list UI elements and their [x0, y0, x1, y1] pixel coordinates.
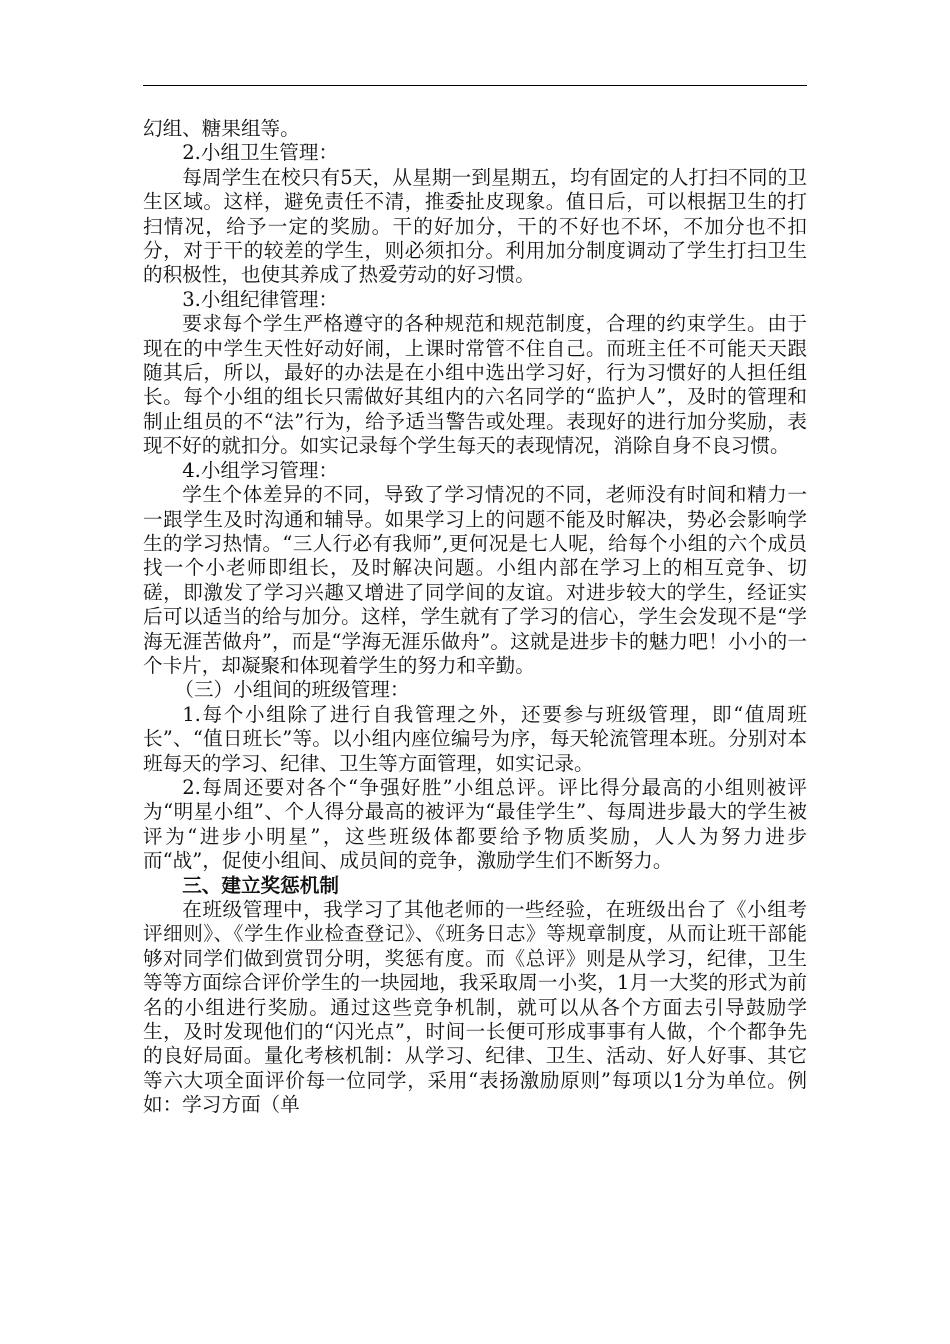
paragraph: 1.每个小组除了进行自我管理之外，还要参与班级管理，即“值周班长”、“值日班长”等。以小组内座位编号为序，每天轮流管理本班。分别对本班每天的学习、纪律、卫生等方面管理，如实记录。: [143, 702, 807, 775]
section-heading: 三、建立奖惩机制: [182, 873, 339, 897]
paragraph: 幻组、糖果组等。: [143, 117, 300, 140]
section-subheading: 3.小组纪律管理：: [182, 287, 339, 311]
paragraph: 要求每个学生严格遵守的各种规范和规范制度，合理的约束学生。由于现在的中学生天性好动好闹，上课时常管不住自己。而班主任不可能天天跟随其后，所以，最好的办法是在小组中选出学习好，行为习惯好的人担任组长。每个小组的组长只需做好其组内的六名同学的“监护人”，及时的管理和制止组员的不“法”行为，给予适当警告或处理。表现好的进行加分奖励，表现不好的就扣分。如实记录每个学生每天的表现情况，消除自身不良习惯。: [143, 312, 807, 458]
section-subheading: 2.小组卫生管理：: [182, 141, 339, 165]
paragraph: 在班级管理中，我学习了其他老师的一些经验，在班级出台了《小组考评细则》、《学生作业检查登记》、《班务日志》等规章制度，从而让班干部能够对同学们做到赏罚分明，奖惩有度。而《总评》则是从学习，纪律，卫生等等方面综合评价学生的一块园地，我采取周一小奖，1月一大奖的形式为前名的小组进行奖励。通过这些竞争机制，就可以从各个方面去引导鼓励学生，及时发现他们的“闪光点”，时间一长便可形成事事有人做，个个都争先的良好局面。量化考核机制：从学习、纪律、卫生、活动、好人好事、其它等六大项全面评价每一位同学，采用“表扬激励原则”每项以1分为单位。例如：学习方面（单: [143, 898, 807, 1117]
document-body: [143, 117, 807, 1118]
section-subheading: （三）小组间的班级管理：: [174, 678, 410, 702]
header-rule: [143, 85, 807, 86]
paragraph: 每周学生在校只有5天，从星期一到星期五，均有固定的人打扫不同的卫生区域。这样，避免责任不清，推委扯皮现象。值日后，可以根据卫生的打扫情况，给予一定的奖励。干的好加分，干的不好也不坏，不加分也不扣分，对于干的较差的学生，则必须扣分。利用加分制度调动了学生打扫卫生的积极性，也使其养成了热爱劳动的好习惯。: [143, 165, 807, 287]
paragraph: 学生个体差异的不同，导致了学习情况的不同，老师没有时间和精力一一跟学生及时沟通和辅导。如果学习上的问题不能及时解决，势必会影响学生的学习热情。“三人行必有我师”,更何况是七人呢，给每个小组的六个成员找一个小老师即组长，及时解决问题。小组内部在学习上的相互竞争、切磋，即激发了学习兴趣又增进了同学间的友谊。对进步较大的学生，经证实后可以适当的给与加分。这样，学生就有了学习的信心，学生会发现不是“学海无涯苦做舟”，而是“学海无涯乐做舟”。这就是进步卡的魅力吧！小小的一个卡片，却凝聚和体现着学生的努力和辛勤。: [143, 483, 807, 677]
section-subheading: 4.小组学习管理：: [182, 458, 339, 482]
paragraph: 2.每周还要对各个“争强好胜”小组总评。评比得分最高的小组则被评为“明星小组”、个人得分最高的被评为“最佳学生”、每周进步最大的学生被评为“进步小明星”，这些班级体都要给予物质奖励，人人为努力进步而“战”，促使小组间、成员间的竞争，激励学生们不断努力。: [143, 775, 807, 873]
